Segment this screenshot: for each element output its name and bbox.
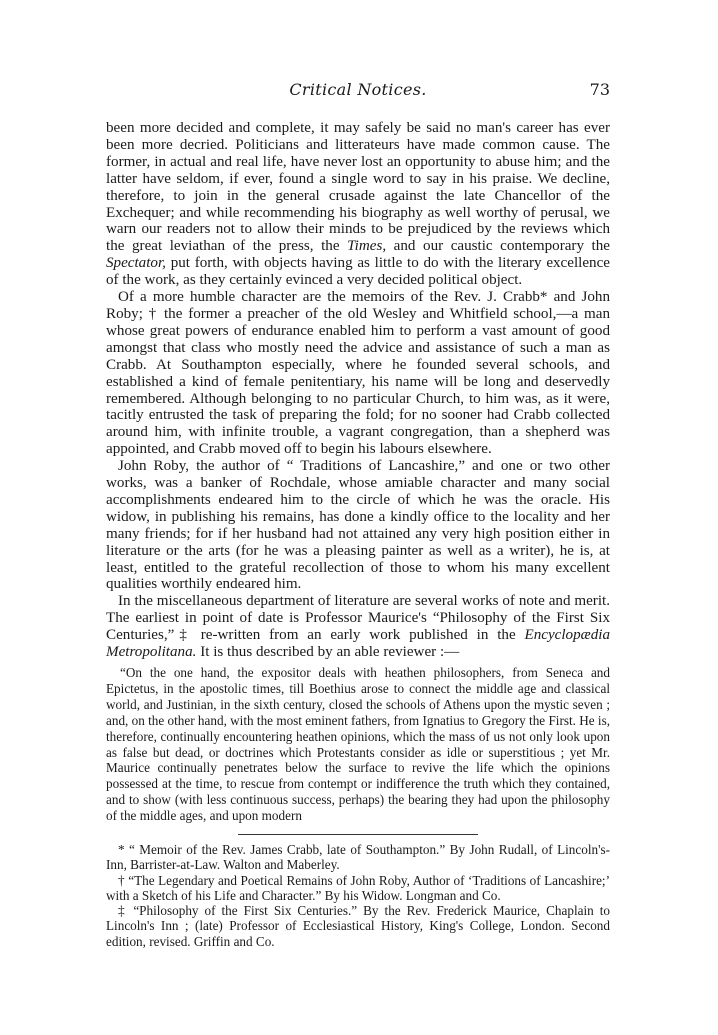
page-number: 73 (589, 80, 610, 99)
running-title: Critical Notices. (289, 80, 427, 99)
paragraph-2: Of a more humble character are the memoirs of the Rev. J. Crabb* and John Roby; † the former a preacher of the old Wesley and Whitfield school,—a man whose great powers of endurance enabled him to perform a vast amount of good amongst that class who mostly need the advice and assistance of such a man as Crabb. At Southampton especially, where he founded several schools, and established a kind of female penitentiary, his name will be long and deservedly remembered. Although belonging to no particular Church, to him was, as it were, tacitly entrusted the task of preparing the fold; for no sooner had Crabb collected around him, with infinite trouble, a vagrant congregation, than a shepherd was appointed, and Crabb moved off to begin his labours elsewhere. (106, 289, 610, 458)
paragraph-1-mid: and our caustic contemporary the (393, 238, 610, 255)
paragraph-4 (106, 593, 610, 661)
encyclopaedia-title: Encyclopædia Metropolitana. (106, 627, 610, 661)
paragraph-4-text: In the miscellaneous department of literature are several works of note and merit. The earliest in point of date is Professor Maurice's “Philosophy of the First Six Centuries,”‡ re-written from an early work published in the (106, 593, 610, 644)
paragraph-1-text: been more decided and complete, it may safely be said no man's career has ever been more decried. Politicians and litterateurs have made common cause. The former, in actual and real life, have never lost an opportunity to abuse him; and the latter have seldom, if ever, found a single word to say in his praise. We decline, therefore, to join in the general crusade against the late Chancellor of the Exchequer; and while recommending his biography as well worthy of perusal, we warn our readers not to allow their minds to be prejudiced by the reviews which the great leviathan of the press, the (106, 120, 610, 255)
running-head (106, 80, 610, 102)
paragraph-3: John Roby, the author of “ Traditions of Lancashire,” and one or two other works, was a banker of Rochdale, whose amiable character and many social accomplishments endeared him to the circle of which he was the oracle. His widow, in publishing his remains, has done a kindly office to the locality and her many friends; for if her husband had not attained any very high position either in literature or the arts (for he was a pleasing painter as well as a writer), he is, at least, entitled to the grateful recollection of those to whom his many excellent qualities worthily endeared him. (106, 458, 610, 593)
times-title: Times, (347, 238, 387, 255)
paragraph-1 (106, 120, 610, 289)
footnote-roby: † “The Legendary and Poetical Remains of John Roby, Author of ‘Traditions of Lancashire;’ with a Sketch of his Life and Character.” By his Widow. Longman and Co. (106, 872, 610, 903)
footnote-divider (238, 834, 478, 835)
body-text (106, 120, 610, 661)
block-quote: “On the one hand, the expositor deals with heathen philosophers, from Seneca and Epictetus, in the apostolic times, till Boethius arose to connect the middle age and classical world, and Justinian, in the sixth century, closed the schools of Athens upon the mystic seven ; and, on the other hand, with the most eminent fathers, from Ignatius to Gregory the First. He is, therefore, continually encountering heathen opinions, which the mass of us not only look upon as false but dead, or doctrines which Protestants consider as idle or superstitious ; yet Mr. Maurice continually penetrates below the surface to revive the life which the opinions possessed at the time, to rescue from contempt or indifference the truth which they contained, and to show (with less continuous success, perhaps) the bearing they had upon the philosophy of the middle ages, and upon modern (106, 665, 610, 824)
footnote-maurice: ‡ “Philosophy of the First Six Centuries.” By the Rev. Frederick Maurice, Chaplain to Lincoln's Inn ; (late) Professor of Ecclesiastical History, King's College, London. Second edition, revised. Griffin and Co. (106, 903, 610, 949)
spectator-title: Spectator, (106, 255, 166, 272)
paragraph-1-end: put forth, with objects having as little to do with the literary excellence of the work, as they certainly evinced a very decided political object. (106, 255, 610, 289)
footnote-crabb: * “ Memoir of the Rev. James Crabb, late of Southampton.” By John Rudall, of Lincoln's-Inn, Barrister-at-Law. Walton and Maberley. (106, 842, 610, 873)
footnotes (106, 842, 610, 949)
paragraph-4-end: It is thus described by an able reviewer :— (200, 644, 460, 661)
